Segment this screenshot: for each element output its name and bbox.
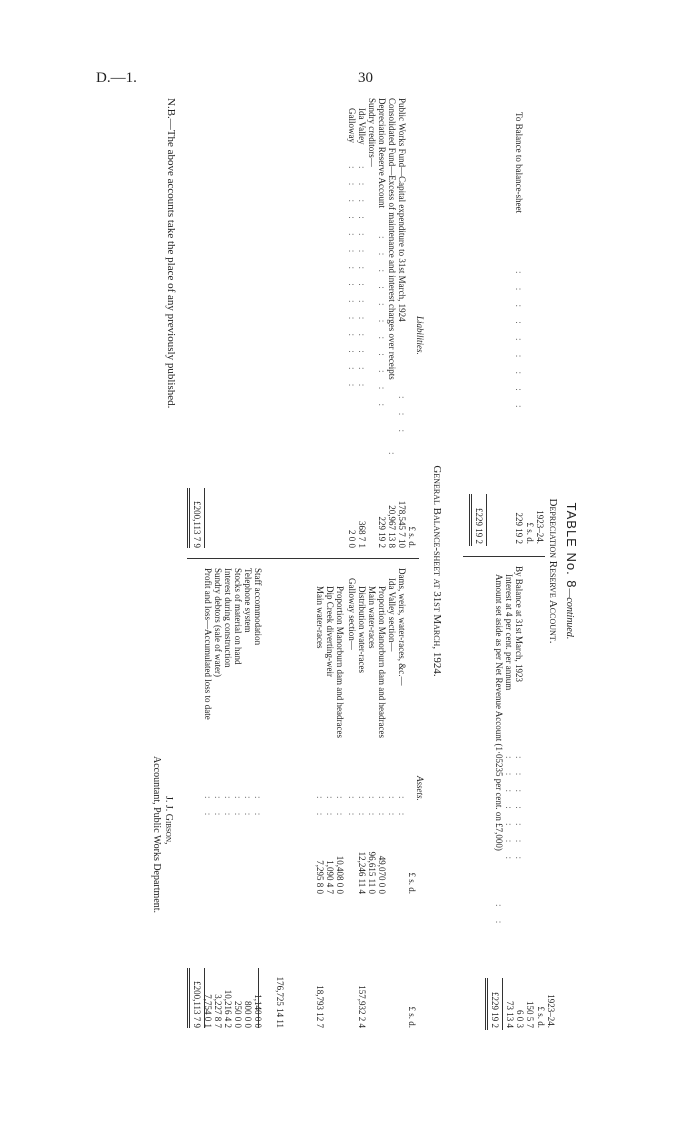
liab-row-3-value: 229 19 2 <box>377 516 387 548</box>
leader-dots: : : : : : : : : : : : : : : <box>357 166 367 393</box>
leader-dots: : : : : : : : : : : : <box>377 236 387 413</box>
leader-dots: : : <box>397 796 407 822</box>
assets-label: Assets. <box>415 776 425 801</box>
balance-heading: General Balance-sheet at 31st March, 1924. <box>431 465 443 677</box>
asset-row-4-label: Main water-races <box>367 586 377 649</box>
page-reference: D.—1. <box>96 70 137 86</box>
asset-row-16-label: Profit and loss—Accumulated loss to date <box>203 568 213 720</box>
dep-left-label: To Balance to balance-sheet <box>514 112 524 214</box>
leader-dots: : : : : : : : <box>514 756 524 866</box>
double-rule <box>187 488 190 548</box>
rule <box>502 978 503 1030</box>
rule <box>486 494 487 546</box>
rule <box>204 488 205 548</box>
leader-dots: : : <box>325 796 335 822</box>
dep-right-total: £229 19 2 <box>490 992 500 1028</box>
asset-row-1-label: Dams, weirs, water-races, &c.— <box>397 568 407 686</box>
asset-row-13-outer-value: 250 0 0 <box>233 1001 243 1028</box>
leader-dots: : : <box>253 796 263 822</box>
leader-dots: : : <box>357 796 367 822</box>
asset-row-3-label: Proportion Manorburn dam and headraces <box>377 586 387 738</box>
leader-dots: : : <box>367 796 377 822</box>
leader-dots: : : <box>377 796 387 822</box>
dep-right-row-2: Interest at 4 per cent. per annum <box>504 574 514 691</box>
page-number: 30 <box>358 70 373 86</box>
leader-dots: : : : : : : : : : : : : : : <box>347 166 357 393</box>
signature-title: Accountant, Public Works Department. <box>151 756 162 914</box>
leader-dots: : : <box>243 796 253 822</box>
rule <box>204 968 205 1028</box>
asset-row-12-outer-value: 800 0 0 <box>243 1001 253 1028</box>
asset-row-9-label: Main water-races <box>315 586 325 649</box>
asset-row-4-inner-value: 96,615 11 0 <box>367 851 377 894</box>
asset-row-5-inner-value: 12,246 11 4 <box>357 851 367 894</box>
asset-row-15-label: Sundry debtors (sale of water) <box>213 568 223 677</box>
liab-row-2-value: 20,967 13 8 <box>387 505 397 548</box>
double-rule <box>485 978 488 1030</box>
dep-right-row-1: By Balance at 31st March, 1923 <box>514 566 524 682</box>
leader-dots: : : : : : : : : : <box>514 271 524 414</box>
signature-name: J. J. Gibson, <box>163 796 174 845</box>
dep-right-year: 1923–24. <box>546 994 556 1028</box>
column-divider <box>463 556 545 557</box>
liab-row-3-label: Depreciation Reserve Account <box>377 98 387 208</box>
leader-dots: : : : <box>397 396 407 439</box>
asset-row-9-inner-value: 7,295 8 0 <box>315 860 325 894</box>
asset-row-8-label: Dip Creek diverting-weir <box>325 586 335 677</box>
leader-dots: : : <box>203 796 213 822</box>
liab-row-5-label: Ida Valley <box>357 108 367 145</box>
liab-unit: £ s. d. <box>407 526 417 548</box>
double-rule <box>187 968 190 1028</box>
double-rule <box>469 494 472 546</box>
asset-unit-inner: £ s. d. <box>407 872 417 894</box>
dep-left-total: £229 19 2 <box>474 508 484 544</box>
rotated-table <box>151 96 585 1046</box>
liab-row-6-label: Galloway <box>347 108 357 143</box>
leader-dots: : : <box>335 796 345 822</box>
dep-right-unit: £ s. d. <box>536 1006 546 1028</box>
leader-dots: : <box>387 452 397 461</box>
leader-dots: : : <box>315 796 325 822</box>
liab-row-5-value: 368 7 1 <box>357 521 367 548</box>
dep-right-value-2: 6 0 3 <box>515 1010 525 1028</box>
liabilities-label: Liabilities. <box>415 316 425 355</box>
depreciation-heading: Depreciation Reserve Account. <box>547 498 559 644</box>
asset-total: £200,113 7 9 <box>192 981 202 1028</box>
footnote: N.B.—The above accounts take the place of any previously published. <box>165 98 177 409</box>
asset-row-2-label: Ida Valley section— <box>387 578 397 652</box>
asset-row-5-outer-value: 157,932 2 4 <box>357 985 367 1028</box>
asset-row-11-label: Staff accommodation <box>253 568 263 646</box>
asset-row-12-label: Telephone system <box>243 568 253 633</box>
leader-dots: : : <box>494 904 504 930</box>
leader-dots: : : : : : : : <box>504 756 514 866</box>
asset-row-15-outer-value: 3,227 8 7 <box>213 994 223 1028</box>
leader-dots: : : <box>347 796 357 822</box>
dep-right-row-3: Amount set aside as per Net Revenue Account (1·05235 per cent. on £7,000) <box>494 574 504 851</box>
asset-row-10-outer-value: 176,725 14 11 <box>275 976 285 1028</box>
table-title-main: TABLE No. 8 <box>564 502 579 589</box>
leader-dots: : : <box>233 796 243 822</box>
liab-row-1-label: Public Works Fund—Capital expenditure to 31st March, 1924 <box>397 98 407 322</box>
asset-row-3-inner-value: 49,070 0 0 <box>377 855 387 894</box>
asset-row-14-label: Interest during construction <box>223 568 233 668</box>
table-title <box>564 96 579 1046</box>
dep-left-year: 1923–24. <box>535 510 545 544</box>
asset-row-5-label: Distribution water-races <box>357 586 367 674</box>
dep-left-value: 229 19 2 <box>514 512 524 544</box>
dep-right-value-3: 73 13 4 <box>505 1001 515 1028</box>
asset-row-11-outer-value: 1,140 0 0 <box>253 994 263 1028</box>
asset-unit-outer: £ s. d. <box>407 1006 417 1028</box>
asset-row-8-inner-value: 1,090 4 7 <box>325 860 335 894</box>
leader-dots: : : <box>387 796 397 822</box>
table-title-continued: —continued. <box>564 588 575 640</box>
leader-dots: : : <box>213 796 223 822</box>
asset-row-13-label: Stocks of material on hand <box>233 568 243 665</box>
liab-row-6-value: 2 0 0 <box>347 530 357 548</box>
asset-row-16-outer-value: 7,754 0 1 <box>203 994 213 1028</box>
liab-row-2-label: Consolidated Fund—Excess of maintenance and interest charges over receipts <box>387 98 397 380</box>
liab-row-4-label: Sundry creditors— <box>367 98 377 167</box>
leader-dots: : : <box>223 796 233 822</box>
asset-row-7-inner-value: 10,408 0 0 <box>335 855 345 894</box>
liab-total: £200,113 7 9 <box>192 501 202 548</box>
column-divider <box>187 558 419 559</box>
rule <box>258 968 259 1028</box>
asset-row-14-outer-value: 10,216 4 2 <box>223 989 233 1028</box>
dep-left-unit: £ s. d. <box>525 522 535 544</box>
asset-row-6-label: Galloway section— <box>347 578 357 650</box>
liab-row-1-value: 178,545 7 10 <box>397 500 407 548</box>
asset-row-7-label: Proportion Manorburn dam and headraces <box>335 586 345 738</box>
asset-row-9-outer-value: 18,793 12 7 <box>315 985 325 1028</box>
dep-right-value-1: 150 5 7 <box>525 1001 535 1028</box>
